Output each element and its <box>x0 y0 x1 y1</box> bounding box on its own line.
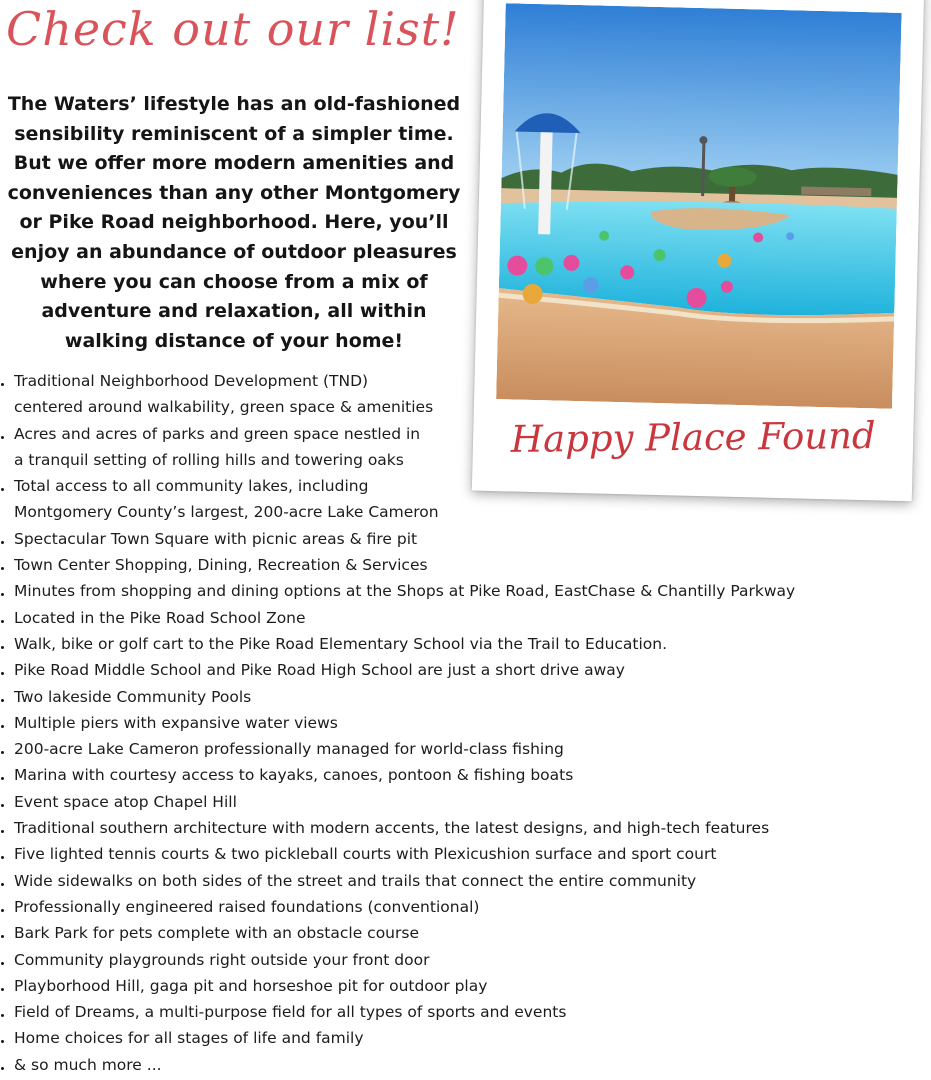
amenity-list-item <box>0 894 900 920</box>
intro-line: The Waters’ lifestyle has an old-fashioned <box>7 93 461 115</box>
amenity-list-item <box>0 999 900 1025</box>
amenity-text: centered around walkability, green space & amenities <box>14 398 434 417</box>
photo-caption: Happy Place Found <box>510 414 876 461</box>
amenity-list-item <box>0 657 900 683</box>
amenity-text: Community playgrounds right outside your front door <box>14 950 430 969</box>
amenity-text: Professionally engineered raised foundations (conventional) <box>14 897 480 916</box>
amenity-list-item <box>0 762 900 788</box>
amenity-list-item <box>0 736 900 762</box>
intro-line: sensibility reminiscent of a simpler time. <box>14 122 454 145</box>
intro-line: or Pike Road neighborhood. Here, you’ll <box>19 211 449 234</box>
page-headline: Check out our list! <box>6 2 460 56</box>
amenity-list-item <box>0 526 900 552</box>
amenity-list-item <box>0 868 900 894</box>
amenity-text: Traditional Neighborhood Development (TND) <box>14 372 369 390</box>
amenity-list-item <box>0 552 900 578</box>
amenity-text: Acres and acres of parks and green space nestled in <box>14 424 421 443</box>
amenity-text: Minutes from shopping and dining options at the Shops at Pike Road, EastChase & Chantilly Parkway <box>14 582 796 601</box>
amenity-list-item <box>0 605 900 631</box>
polaroid-photo-frame <box>472 0 924 501</box>
intro-line: enjoy an abundance of outdoor pleasures <box>11 240 457 263</box>
amenity-text: Wide sidewalks on both sides of the street and trails that connect the entire community <box>14 871 697 890</box>
amenity-list-item <box>0 947 900 973</box>
amenity-text: Town Center Shopping, Dining, Recreation & Services <box>14 556 428 575</box>
amenity-list-item <box>0 1052 900 1078</box>
intro-line: adventure and relaxation, all within <box>41 300 427 323</box>
amenity-text: a tranquil setting of rolling hills and towering oaks <box>14 450 404 469</box>
amenity-list-item <box>0 684 900 710</box>
amenity-text: Home choices for all stages of life and family <box>14 1029 364 1048</box>
amenity-list-item <box>0 710 900 736</box>
amenity-text: Traditional southern architecture with modern accents, the latest designs, and high-tech features <box>14 819 770 838</box>
amenity-text: Field of Dreams, a multi-purpose field for all types of sports and events <box>14 1003 567 1022</box>
amenity-list-item <box>0 920 900 946</box>
intro-line: conveniences than any other Montgomery <box>7 181 461 204</box>
amenity-text: Bark Park for pets complete with an obstacle course <box>14 924 419 943</box>
amenity-text: Two lakeside Community Pools <box>14 687 252 706</box>
amenity-text: Playborhood Hill, gaga pit and horseshoe pit for outdoor play <box>14 976 488 995</box>
amenity-text: Walk, bike or golf cart to the Pike Road Elementary School via the Trail to Education. <box>14 634 668 653</box>
amenity-text: Montgomery County’s largest, 200-acre Lake Cameron <box>14 503 439 522</box>
intro-line: where you can choose from a mix of <box>40 270 428 293</box>
intro-line: walking distance of your home! <box>64 329 404 352</box>
amenity-text: Multiple piers with expansive water views <box>14 713 338 732</box>
amenity-list-item <box>0 578 900 604</box>
amenity-list-item <box>0 815 900 841</box>
amenity-text: Pike Road Middle School and Pike Road High School are just a short drive away <box>14 661 625 680</box>
amenity-text: 200-acre Lake Cameron professionally managed for world-class fishing <box>14 740 564 759</box>
amenity-list-item <box>0 1025 900 1051</box>
amenity-list-item <box>0 973 900 999</box>
amenity-text: Spectacular Town Square with picnic areas & fire pit <box>14 529 418 548</box>
intro-paragraph <box>0 90 468 356</box>
amenity-text: Marina with courtesy access to kayaks, canoes, pontoon & fishing boats <box>14 766 574 785</box>
amenity-text: Total access to all community lakes, including <box>14 477 369 496</box>
pool-photo <box>496 3 902 409</box>
amenity-text: Event space atop Chapel Hill <box>14 792 237 811</box>
amenity-list-item <box>0 631 900 657</box>
intro-line: But we offer more modern amenities and <box>13 152 455 175</box>
amenity-text: & so much more ... <box>14 1055 162 1074</box>
pool-scene-illustration <box>496 3 902 409</box>
amenity-text: Five lighted tennis courts & two pickleball courts with Plexicushion surface and sport court <box>14 845 717 864</box>
amenity-list-item <box>0 841 900 867</box>
amenity-list-item <box>0 789 900 815</box>
amenity-text: Located in the Pike Road School Zone <box>14 608 306 627</box>
